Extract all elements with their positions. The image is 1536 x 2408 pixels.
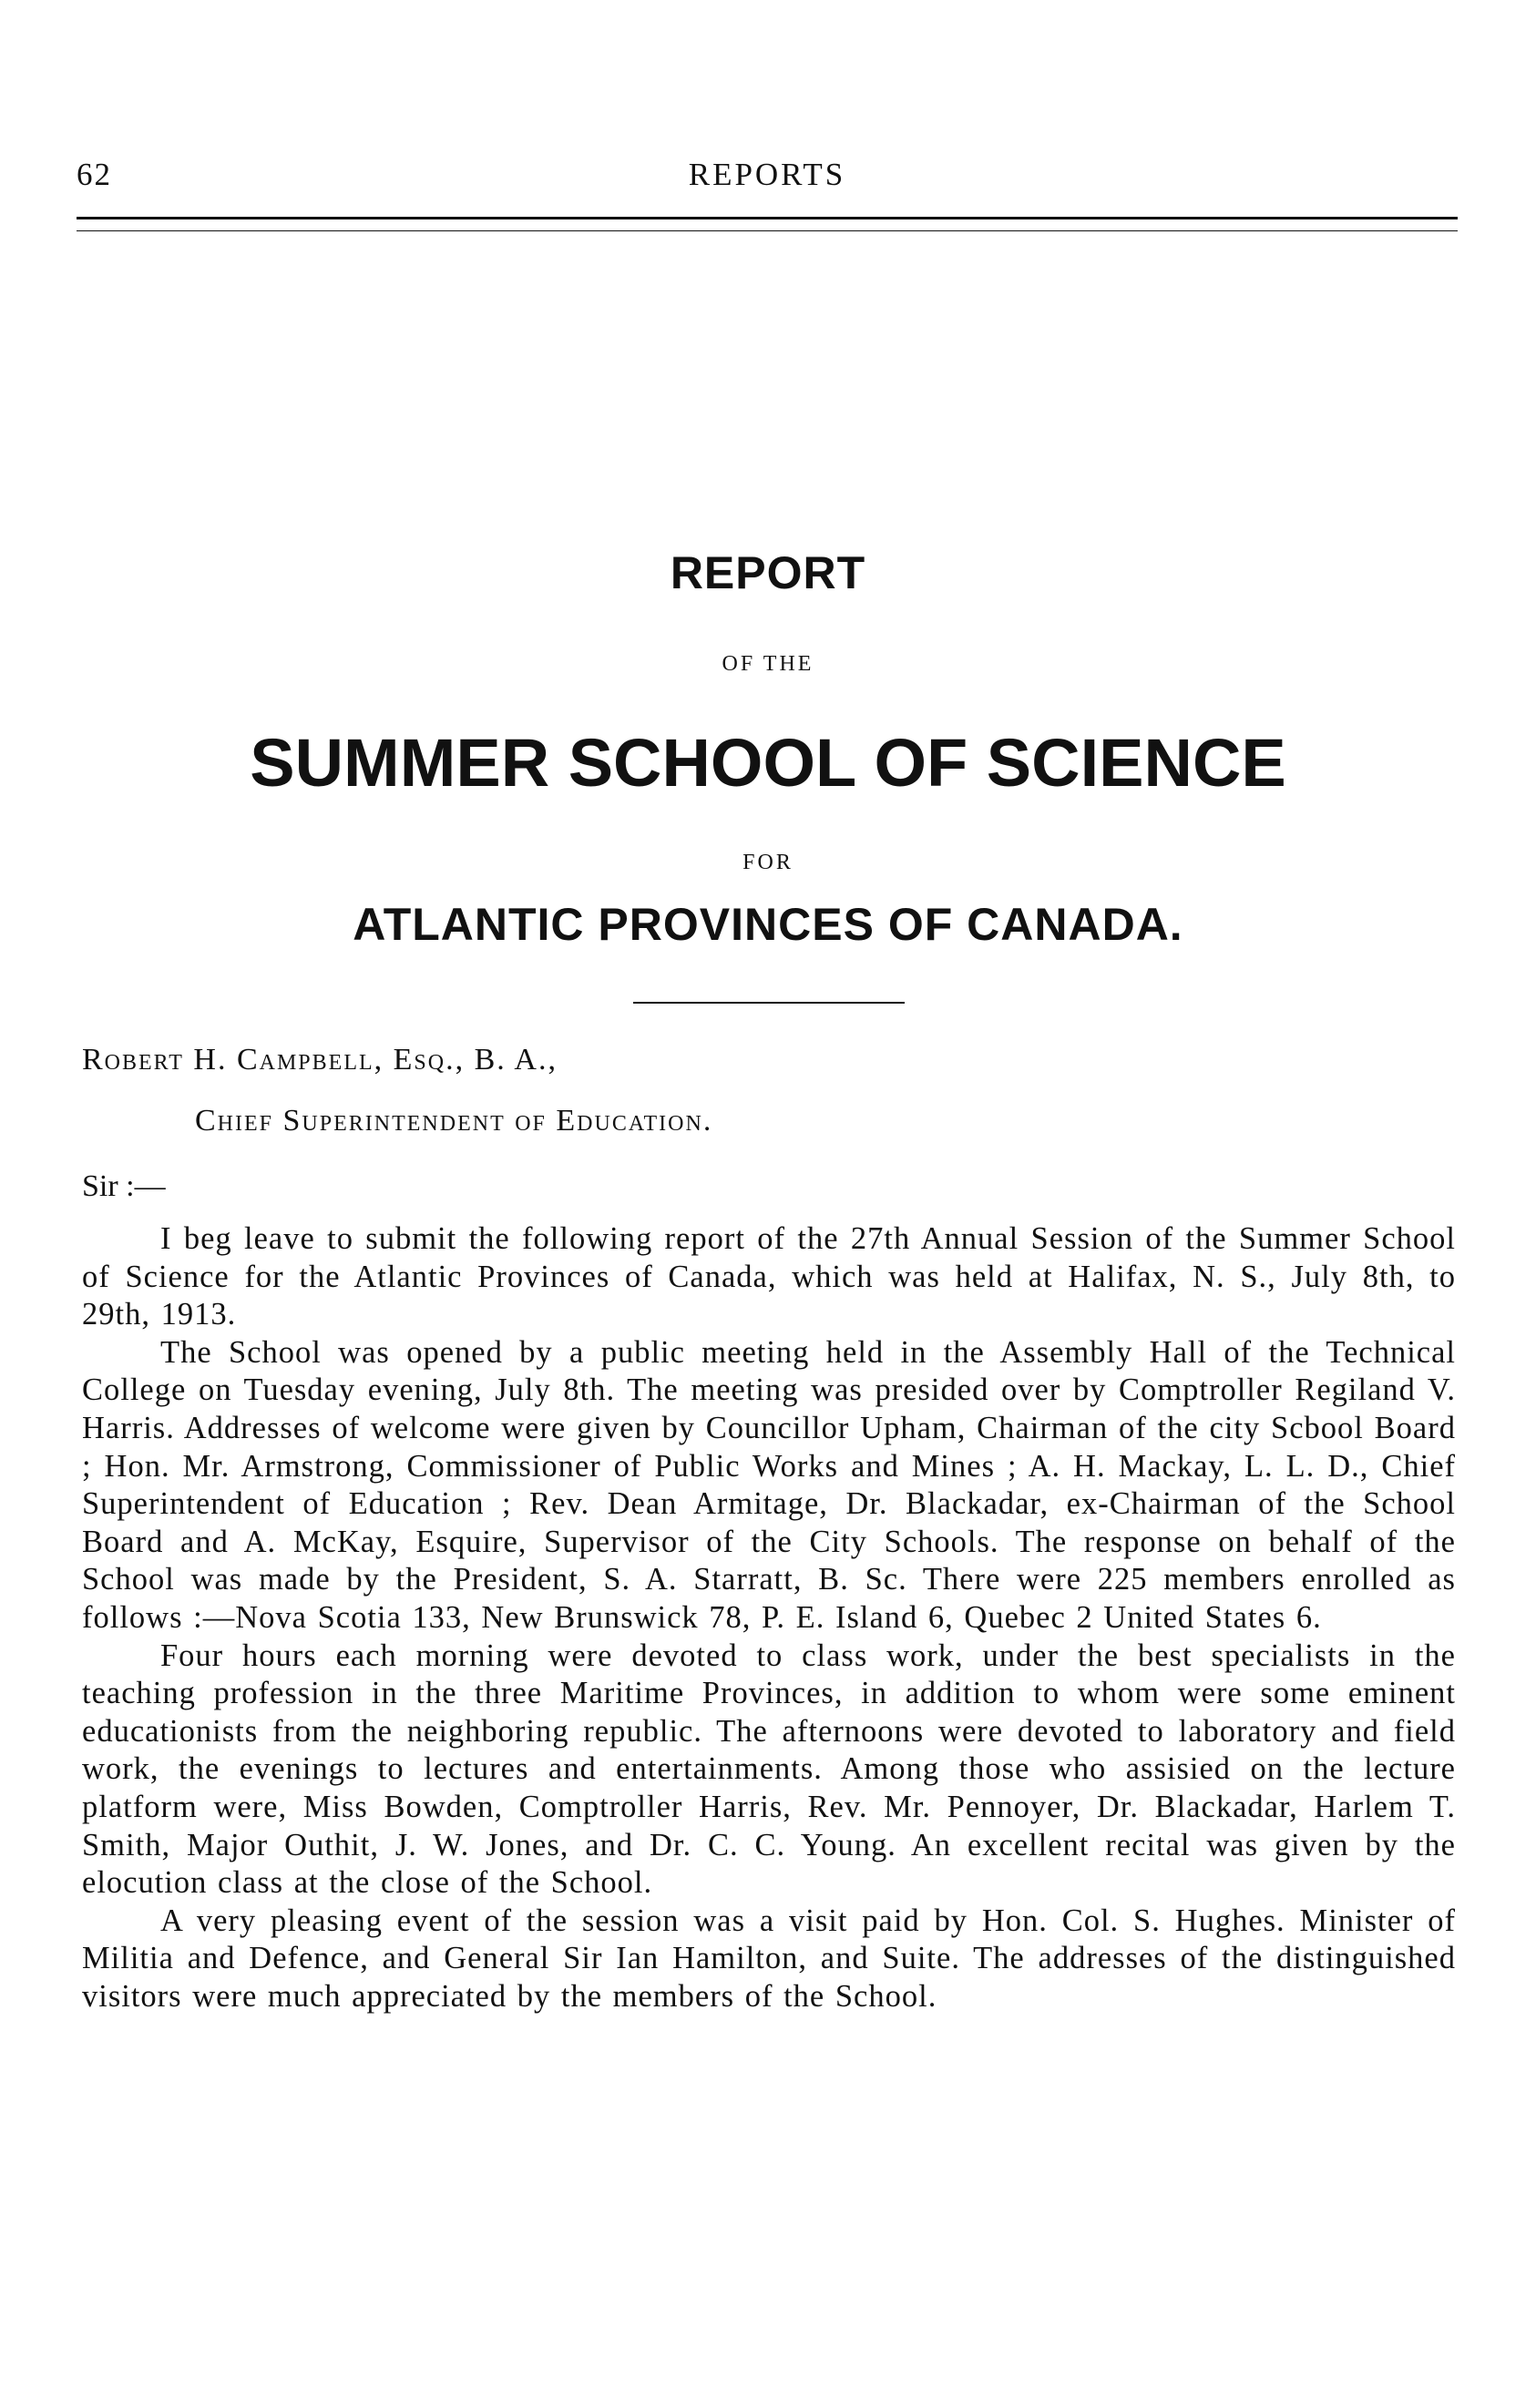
title-summer-school: SUMMER SCHOOL OF SCIENCE [250, 725, 1286, 801]
title-for: FOR [742, 851, 794, 874]
running-title: REPORTS [688, 157, 846, 192]
header-rule [77, 217, 1458, 231]
addressee-title: Chief Superintendent of Education. [195, 1104, 713, 1138]
paragraph: The School was opened by a public meeting held in the Assembly Hall of the Technical College on Tuesday evening, July 8th. The meeting was presided over by Comptroller Regiland V. Harris. Addresses of welcome were given by Councillor Upham, Chairman of the city Scbool Board ; Hon. Mr. Armstrong, Commissioner of Public Works and Mines ; A. H. Mackay, L. L. D., Chief Superintendent of Education ; Rev. Dean Armitage, Dr. Blackadar, ex-Chairman of the School Board and A. McKay, Esquire, Supervisor of the City Schools. The response on behalf of the School was made by the President, S. A. Starratt, B. Sc. There were 225 members enrolled as follows :—Nova Scotia 133, New Brunswick 78, P. E. Island 6, Quebec 2 United States 6. [82, 1334, 1456, 1635]
paragraph: Four hours each morning were devoted to class work, under the best specialists in the teaching profession in the three Maritime Provinces, in addition to whom were some eminent educationists from the neighboring republic. The afternoons were devoted to laboratory and field work, the evenings to lectures and entertainments. Among those who assisied on the lecture platform were, Miss Bowden, Comptroller Harris, Rev. Mr. Pennoyer, Dr. Blackadar, Harlem T. Smith, Major Outhit, J. W. Jones, and Dr. C. C. Young. An excellent recital was given by the elocution class at the close of the School. [82, 1638, 1456, 1901]
greeting: Sir :— [82, 1169, 166, 1203]
title-of-the: OF THE [722, 652, 814, 676]
page-number: 62 [77, 157, 112, 192]
running-header [77, 157, 1458, 202]
title-atlantic-provinces: ATLANTIC PROVINCES OF CANADA. [353, 899, 1183, 950]
paragraph: I beg leave to submit the following report of the 27th Annual Session of the Summer School of Science for the Atlantic Provinces of Canada, which was held at Halifax, N. S., July 8th, to 29th, 1913. [82, 1221, 1456, 1332]
paragraph: A very pleasing event of the session was a visit paid by Hon. Col. S. Hughes. Minister of Militia and Defence, and General Sir Ian Hamilton, and Suite. The addresses of the distinguished visitors were much appreciated by the members of the School. [82, 1903, 1456, 2014]
title-rule [633, 1002, 905, 1004]
title-report: REPORT [670, 547, 866, 598]
addressee-name: Robert H. Campbell, Esq., B. A., [82, 1043, 558, 1076]
report-body [82, 1220, 1456, 2015]
